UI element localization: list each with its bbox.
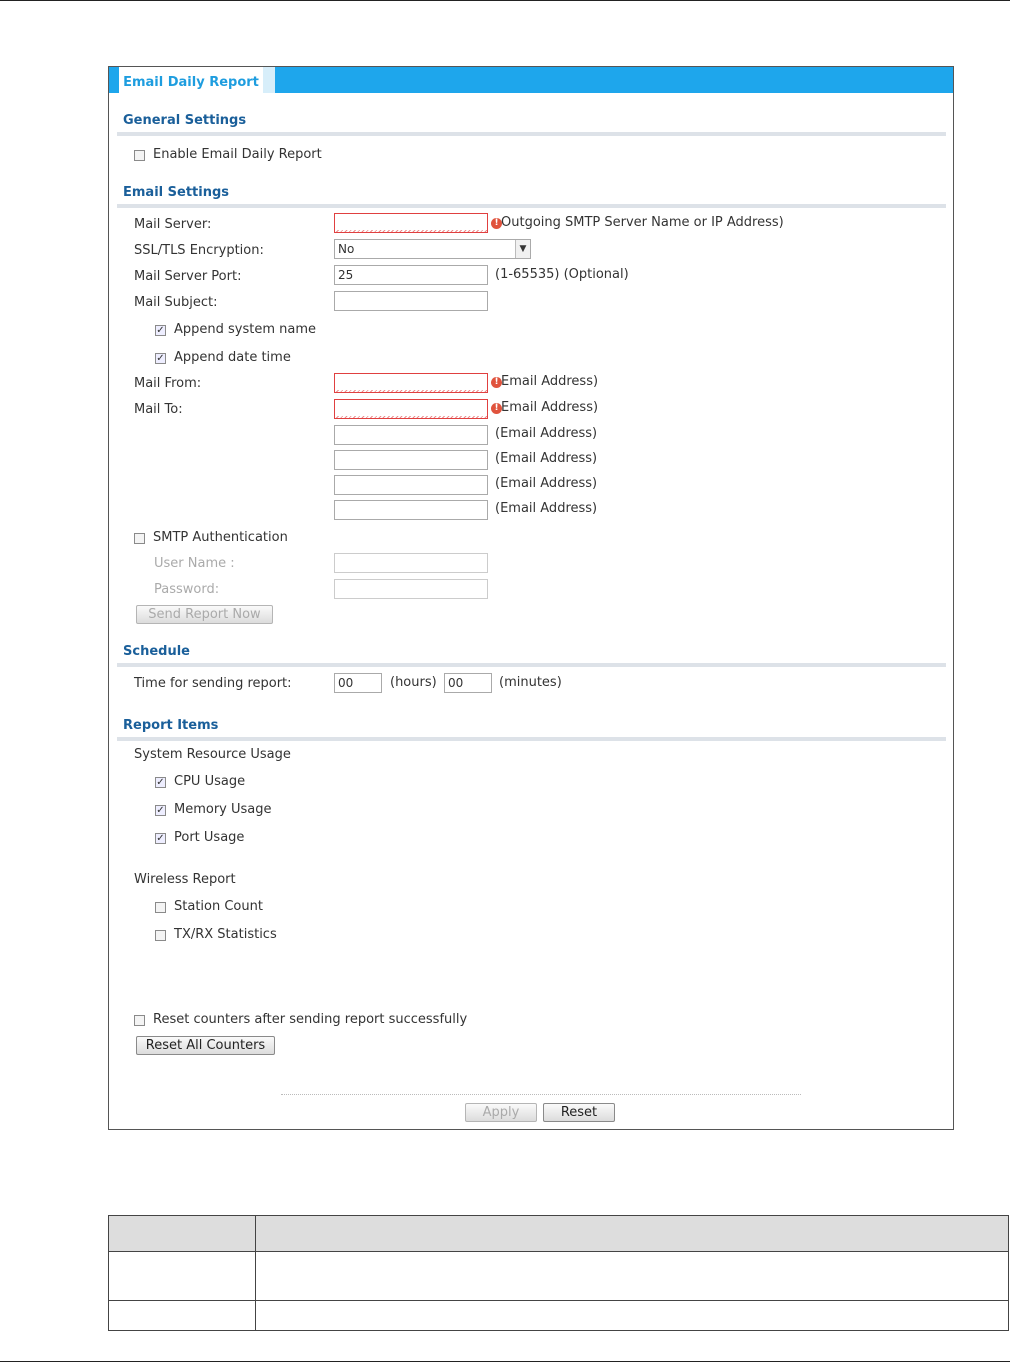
- reset-counters-checkbox[interactable]: [134, 1015, 145, 1026]
- station-count-label: Station Count: [174, 899, 263, 914]
- mail-server-input[interactable]: [334, 213, 488, 233]
- append-date-time-label: Append date time: [174, 350, 291, 365]
- page-top-rule: [0, 0, 1010, 1]
- error-icon: !: [491, 377, 502, 388]
- tab-bar: [109, 67, 953, 93]
- enable-email-daily-report-label: Enable Email Daily Report: [153, 147, 322, 162]
- apply-button[interactable]: Apply: [465, 1103, 537, 1122]
- smtp-authentication-checkbox[interactable]: [134, 533, 145, 544]
- append-system-name-checkbox[interactable]: ✓: [156, 325, 165, 336]
- general-settings-title: General Settings: [123, 113, 247, 128]
- password-label: Password:: [154, 582, 220, 597]
- memory-usage-checkbox[interactable]: ✓: [156, 805, 165, 816]
- error-icon: !: [491, 403, 502, 414]
- station-count-checkbox[interactable]: [155, 902, 166, 913]
- section-divider: [117, 204, 946, 208]
- minutes-label: (minutes): [499, 675, 562, 690]
- append-system-name-label: Append system name: [174, 322, 317, 337]
- mail-to-hint-4: (Email Address): [495, 476, 598, 491]
- mail-to-input-2[interactable]: [334, 425, 488, 445]
- mail-subject-label: Mail Subject:: [134, 295, 218, 310]
- table-row: [109, 1252, 1009, 1301]
- wireless-report-label: Wireless Report: [134, 872, 236, 887]
- port-usage-checkbox[interactable]: ✓: [156, 833, 165, 844]
- send-report-now-button[interactable]: Send Report Now: [136, 605, 273, 624]
- enable-email-daily-report-checkbox[interactable]: [134, 150, 145, 161]
- section-divider: [117, 132, 946, 136]
- report-items-title: Report Items: [123, 718, 219, 733]
- tab-email-daily-report[interactable]: Email Daily Report: [119, 67, 263, 93]
- mail-server-port-label: Mail Server Port:: [134, 269, 242, 284]
- mail-to-hint-1: Email Address): [501, 400, 599, 415]
- mail-to-hint-3: (Email Address): [495, 451, 598, 466]
- mail-to-input-5[interactable]: [334, 500, 488, 520]
- ssl-tls-selected: No: [338, 242, 355, 256]
- mail-server-port-hint: (1-65535) (Optional): [495, 267, 629, 282]
- section-divider: [117, 737, 946, 741]
- txrx-statistics-label: TX/RX Statistics: [174, 927, 277, 942]
- mail-server-port-input[interactable]: [334, 265, 488, 285]
- mail-server-label: Mail Server:: [134, 217, 212, 232]
- error-icon: !: [491, 218, 502, 229]
- hours-label: (hours): [390, 675, 437, 690]
- mail-from-hint: Email Address): [501, 374, 599, 389]
- description-table: [108, 1215, 1009, 1331]
- hours-input[interactable]: [334, 673, 382, 693]
- reset-all-counters-button[interactable]: Reset All Counters: [136, 1036, 275, 1055]
- chevron-down-icon[interactable]: ▼: [515, 240, 530, 258]
- smtp-authentication-label: SMTP Authentication: [153, 530, 288, 545]
- mail-to-hint-5: (Email Address): [495, 501, 598, 516]
- section-divider: [117, 663, 946, 667]
- mail-to-input-3[interactable]: [334, 450, 488, 470]
- table-header-row: [109, 1216, 1009, 1252]
- cpu-usage-checkbox[interactable]: ✓: [156, 777, 165, 788]
- mail-subject-input[interactable]: [334, 291, 488, 311]
- user-name-label: User Name :: [154, 556, 235, 571]
- mail-to-label: Mail To:: [134, 402, 183, 417]
- mail-to-hint-2: (Email Address): [495, 426, 598, 441]
- time-for-sending-label: Time for sending report:: [134, 676, 292, 691]
- email-daily-report-panel: [108, 66, 954, 1130]
- ssl-tls-select[interactable]: [334, 239, 531, 259]
- minutes-input[interactable]: [444, 673, 492, 693]
- cpu-usage-label: CPU Usage: [174, 774, 246, 789]
- table-row: [109, 1301, 1009, 1331]
- txrx-statistics-checkbox[interactable]: [155, 930, 166, 941]
- mail-to-input-4[interactable]: [334, 475, 488, 495]
- reset-counters-label: Reset counters after sending report successfully: [153, 1012, 468, 1027]
- memory-usage-label: Memory Usage: [174, 802, 272, 817]
- schedule-title: Schedule: [123, 644, 190, 659]
- reset-button[interactable]: Reset: [543, 1103, 615, 1122]
- ssl-tls-label: SSL/TLS Encryption:: [134, 243, 264, 258]
- page-bottom-rule: [0, 1361, 1010, 1362]
- user-name-input[interactable]: [334, 553, 488, 573]
- append-date-time-checkbox[interactable]: ✓: [156, 353, 165, 364]
- mail-from-label: Mail From:: [134, 376, 202, 391]
- mail-from-input[interactable]: [334, 373, 488, 393]
- mail-to-input-1[interactable]: [334, 399, 488, 419]
- system-resource-usage-label: System Resource Usage: [134, 747, 291, 762]
- mail-server-hint: Outgoing SMTP Server Name or IP Address): [501, 215, 784, 230]
- footer-divider: [281, 1094, 801, 1095]
- password-input[interactable]: [334, 579, 488, 599]
- email-settings-title: Email Settings: [123, 185, 229, 200]
- port-usage-label: Port Usage: [174, 830, 245, 845]
